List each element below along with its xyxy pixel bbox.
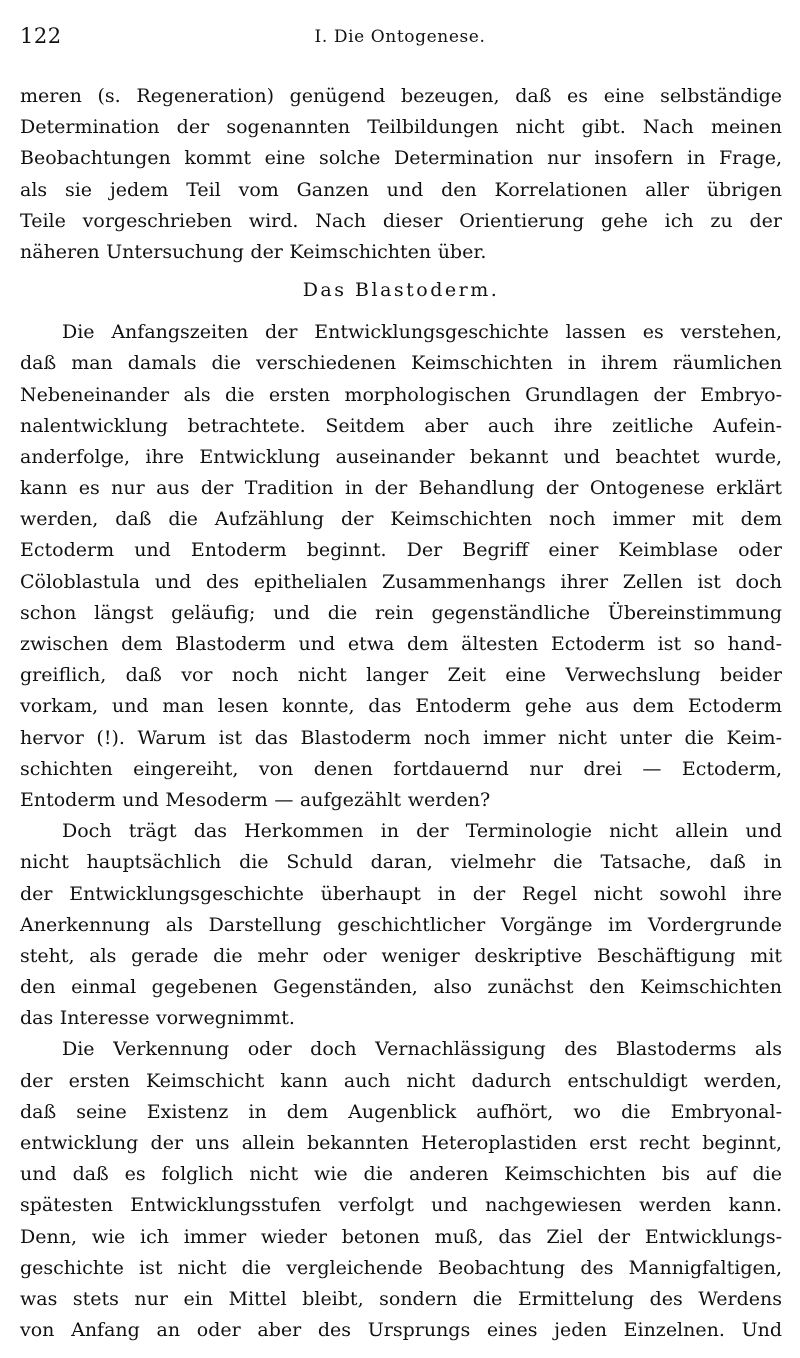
text-line: daß man damals die verschiedenen Keimschichten in ihrem räumlichen: [20, 352, 782, 375]
text-line: Entoderm und Mesoderm — aufgezählt werden?: [20, 788, 491, 811]
text-line: entwicklung der uns allein bekannten Heteroplastiden erst recht beginnt,: [20, 1132, 782, 1154]
text-line: von Anfang an oder aber des Ursprungs eines jeden Einzelnen. Und: [20, 1319, 782, 1342]
text-line: Die Verkennung oder doch Vernachlässigung des Blastoderms als: [62, 1038, 782, 1061]
text-line: Teile vorgeschrieben wird. Nach dieser Orientierung gehe ich zu der: [20, 209, 782, 232]
text-line: Doch trägt das Herkommen in der Terminologie nicht allein und: [62, 820, 782, 843]
paragraph-3: [20, 816, 782, 1034]
section-heading: Das Blastoderm.: [302, 279, 500, 302]
text-line: schichten eingereiht, von denen fortdauernd nur drei — Ectoderm,: [20, 757, 782, 780]
text-line: näheren Untersuchung der Keimschichten über.: [20, 240, 487, 263]
text-line: Determination der sogenannten Teilbildungen nicht gibt. Nach meinen: [20, 116, 782, 139]
text-line: meren (s. Regeneration) genügend bezeugen, daß es eine selbständige: [20, 85, 782, 107]
text-line: hervor (!). Warum ist das Blastoderm noch immer nicht unter die Keim-: [20, 726, 782, 749]
text-line: greiflich, daß vor noch nicht langer Zeit eine Verwechslung beider: [20, 664, 782, 687]
text-line: Beobachtungen kommt eine solche Determination nur insofern in Frage,: [20, 147, 782, 170]
text-line: Ectoderm und Entoderm beginnt. Der Begriff einer Keimblase oder: [20, 539, 782, 562]
text-line: und daß es folglich nicht wie die anderen Keimschichten bis auf die: [20, 1163, 782, 1186]
paragraph-4: [20, 1034, 782, 1346]
text-line: Die Anfangszeiten der Entwicklungsgeschichte lassen es verstehen,: [62, 321, 782, 344]
text-line: schon längst geläufig; und die rein gegenständliche Übereinstimmung: [20, 601, 782, 624]
text-line: daß seine Existenz in dem Augenblick aufhört, wo die Embryonal-: [20, 1100, 782, 1123]
text-line: der ersten Keimschicht kann auch nicht dadurch entschuldigt werden,: [20, 1069, 782, 1092]
text-line: geschichte ist nicht die vergleichende Beobachtung des Mannigfaltigen,: [20, 1256, 782, 1279]
body-text: [20, 81, 782, 1346]
text-line: kann es nur aus der Tradition in der Behandlung der Ontogenese erklärt: [20, 477, 782, 500]
text-line: steht, als gerade die mehr oder weniger deskriptive Beschäftigung mit: [20, 944, 782, 967]
text-line: anderfolge, ihre Entwicklung auseinander bekannt und beachtet wurde,: [20, 445, 782, 468]
running-title: I. Die Ontogenese.: [314, 27, 486, 47]
text-line: vorkam, und man lesen konnte, das Entoderm gehe aus dem Ectoderm: [20, 695, 782, 718]
text-line: Anerkennung als Darstellung geschichtlicher Vorgänge im Vordergrunde: [20, 913, 782, 936]
text-line: den einmal gegebenen Gegenständen, also zunächst den Keimschichten: [20, 976, 782, 999]
text-line: nicht hauptsächlich die Schuld daran, vielmehr die Tatsache, daß in: [20, 851, 782, 874]
text-line: das Interesse vorwegnimmt.: [20, 1007, 295, 1030]
text-line: Cöloblastula und des epithelialen Zusammenhangs ihrer Zellen ist doch: [20, 570, 782, 593]
text-line: nalentwicklung betrachtete. Seitdem aber auch ihre zeitliche Aufein-: [20, 414, 782, 437]
paragraph-1: [20, 81, 782, 268]
text-line: werden, daß die Aufzählung der Keimschichten noch immer mit dem: [20, 508, 782, 531]
text-line: spätesten Entwicklungsstufen verfolgt und nachgewiesen werden kann.: [20, 1194, 782, 1217]
text-line: zwischen dem Blastoderm und etwa dem ältesten Ectoderm ist so hand-: [20, 633, 782, 655]
page-number: 122: [20, 24, 62, 48]
paragraph-2: [20, 317, 782, 816]
text-line: Nebeneinander als die ersten morphologischen Grundlagen der Embryo-: [20, 383, 782, 406]
text-line: als sie jedem Teil vom Ganzen und den Korrelationen aller übrigen: [20, 178, 782, 201]
text-line: der Entwicklungsgeschichte überhaupt in der Regel nicht sowohl ihre: [20, 882, 782, 905]
text-line: was stets nur ein Mittel bleibt, sondern die Ermittelung des Werdens: [20, 1287, 782, 1310]
page-header: [20, 24, 780, 58]
text-line: Denn, wie ich immer wieder betonen muß, das Ziel der Entwicklungs-: [20, 1225, 782, 1248]
